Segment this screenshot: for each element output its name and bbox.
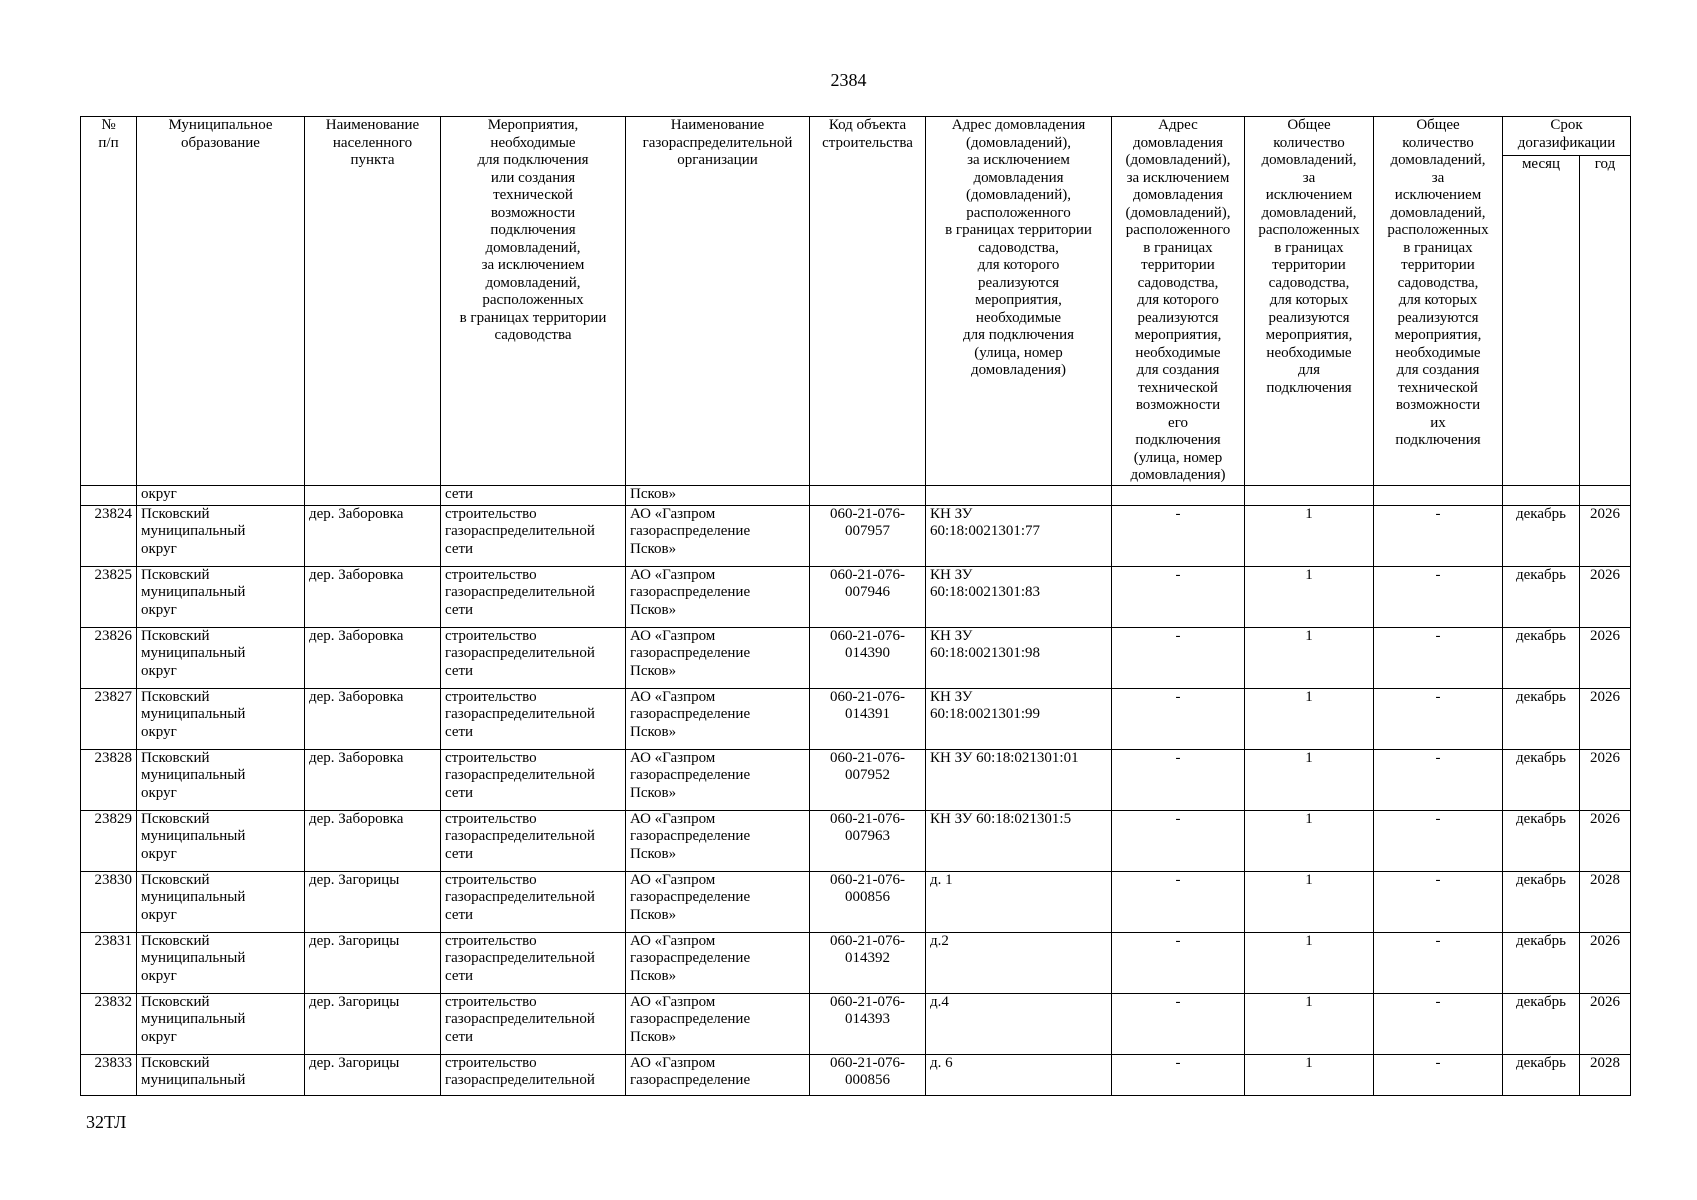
- row-year: 2026: [1580, 505, 1631, 566]
- row-address: КН ЗУ 60:18:0021301:99: [926, 688, 1112, 749]
- row-municipality: Псковский муниципальный округ: [137, 688, 305, 749]
- row-address: КН ЗУ 60:18:0021301:98: [926, 627, 1112, 688]
- row-year: 2028: [1580, 1054, 1631, 1095]
- row-gas-org: АО «Газпром газораспределение: [626, 1054, 810, 1095]
- row-object-code: 060-21-076- 014392: [810, 932, 926, 993]
- row-measures: строительство газораспределительной сети: [441, 627, 626, 688]
- row-municipality: Псковский муниципальный: [137, 1054, 305, 1095]
- row-year: 2026: [1580, 932, 1631, 993]
- row-gas-org: АО «Газпром газораспределение Псков»: [626, 871, 810, 932]
- row-num: 23830: [81, 871, 137, 932]
- row-measures: строительство газораспределительной сети: [441, 749, 626, 810]
- row-settlement: дер. Заборовка: [305, 566, 441, 627]
- cont-settlement: [305, 485, 441, 505]
- row-year: 2026: [1580, 566, 1631, 627]
- row-object-code: 060-21-076- 007963: [810, 810, 926, 871]
- row-month: декабрь: [1503, 749, 1580, 810]
- row-count-tech: -: [1374, 566, 1503, 627]
- row-count-tech: -: [1374, 871, 1503, 932]
- row-month: декабрь: [1503, 1054, 1580, 1095]
- row-measures: строительство газораспределительной сети: [441, 932, 626, 993]
- row-settlement: дер. Заборовка: [305, 505, 441, 566]
- row-settlement: дер. Заборовка: [305, 749, 441, 810]
- row-month: декабрь: [1503, 810, 1580, 871]
- table-row: [81, 932, 1631, 993]
- row-address: КН ЗУ 60:18:0021301:77: [926, 505, 1112, 566]
- header-deadline: Срок догазификации: [1503, 117, 1631, 156]
- row-address: д.2: [926, 932, 1112, 993]
- cont-num: [81, 485, 137, 505]
- row-address: д. 6: [926, 1054, 1112, 1095]
- row-municipality: Псковский муниципальный округ: [137, 871, 305, 932]
- continuation-row: [81, 485, 1631, 505]
- cont-measures: сети: [441, 485, 626, 505]
- row-year: 2026: [1580, 627, 1631, 688]
- row-gas-org: АО «Газпром газораспределение Псков»: [626, 505, 810, 566]
- header-row: [81, 117, 1631, 156]
- row-measures: строительство газораспределительной сети: [441, 871, 626, 932]
- cont-code: [810, 485, 926, 505]
- row-count-tech: -: [1374, 1054, 1503, 1095]
- row-count-connect: 1: [1245, 749, 1374, 810]
- row-num: 23832: [81, 993, 137, 1054]
- row-gas-org: АО «Газпром газораспределение Псков»: [626, 993, 810, 1054]
- row-gas-org: АО «Газпром газораспределение Псков»: [626, 566, 810, 627]
- row-count-tech: -: [1374, 993, 1503, 1054]
- row-municipality: Псковский муниципальный округ: [137, 932, 305, 993]
- table-row: [81, 810, 1631, 871]
- row-municipality: Псковский муниципальный округ: [137, 810, 305, 871]
- row-settlement: дер. Загорицы: [305, 993, 441, 1054]
- row-month: декабрь: [1503, 932, 1580, 993]
- row-month: декабрь: [1503, 566, 1580, 627]
- row-settlement: дер. Загорицы: [305, 932, 441, 993]
- table-row: [81, 566, 1631, 627]
- row-municipality: Псковский муниципальный округ: [137, 749, 305, 810]
- row-count-connect: 1: [1245, 505, 1374, 566]
- row-count-connect: 1: [1245, 627, 1374, 688]
- row-settlement: дер. Заборовка: [305, 627, 441, 688]
- header-year: год: [1580, 156, 1631, 485]
- row-settlement: дер. Загорицы: [305, 871, 441, 932]
- row-object-code: 060-21-076- 014391: [810, 688, 926, 749]
- row-num: 23831: [81, 932, 137, 993]
- row-address-inside: -: [1112, 505, 1245, 566]
- header-address-outside: Адрес домовладения (домовладений), за исключением домовладения (домовладений), расположенного в границах территории садоводства, для которого реализуются мероприятия, необходимые для подключения (улица, номер домовладения): [926, 117, 1112, 486]
- row-num: 23828: [81, 749, 137, 810]
- row-count-connect: 1: [1245, 810, 1374, 871]
- row-gas-org: АО «Газпром газораспределение Псков»: [626, 749, 810, 810]
- row-year: 2028: [1580, 871, 1631, 932]
- header-month: месяц: [1503, 156, 1580, 485]
- row-year: 2026: [1580, 993, 1631, 1054]
- row-settlement: дер. Заборовка: [305, 810, 441, 871]
- row-num: 23829: [81, 810, 137, 871]
- row-measures: строительство газораспределительной сети: [441, 688, 626, 749]
- table-row: [81, 871, 1631, 932]
- row-count-connect: 1: [1245, 688, 1374, 749]
- header-settlement: Наименование населенного пункта: [305, 117, 441, 486]
- cont-month: [1503, 485, 1580, 505]
- row-year: 2026: [1580, 749, 1631, 810]
- table-row: [81, 749, 1631, 810]
- row-count-tech: -: [1374, 810, 1503, 871]
- header-measures: Мероприятия, необходимые для подключения или создания технической возможности подключения домовладений, за исключением домовладений, расположенных в границах территории садоводства: [441, 117, 626, 486]
- row-address: КН ЗУ 60:18:021301:01: [926, 749, 1112, 810]
- row-count-tech: -: [1374, 749, 1503, 810]
- header-count-connect: Общее количество домовладений, за исключением домовладений, расположенных в границах территории садоводства, для которых реализуются мероприятия, необходимые для подключения: [1245, 117, 1374, 486]
- header-object-code: Код объекта строительства: [810, 117, 926, 486]
- row-count-connect: 1: [1245, 871, 1374, 932]
- row-gas-org: АО «Газпром газораспределение Псков»: [626, 932, 810, 993]
- row-count-tech: -: [1374, 627, 1503, 688]
- row-address: КН ЗУ 60:18:021301:5: [926, 810, 1112, 871]
- row-count-tech: -: [1374, 505, 1503, 566]
- row-address: КН ЗУ 60:18:0021301:83: [926, 566, 1112, 627]
- row-address-inside: -: [1112, 688, 1245, 749]
- row-object-code: 060-21-076- 014390: [810, 627, 926, 688]
- cont-gas-org: Псков»: [626, 485, 810, 505]
- row-municipality: Псковский муниципальный округ: [137, 627, 305, 688]
- row-month: декабрь: [1503, 505, 1580, 566]
- row-address-inside: -: [1112, 1054, 1245, 1095]
- row-address-inside: -: [1112, 627, 1245, 688]
- row-address-inside: -: [1112, 810, 1245, 871]
- header-num: № п/п: [81, 117, 137, 486]
- row-municipality: Псковский муниципальный округ: [137, 566, 305, 627]
- gasification-table: [80, 116, 1631, 1096]
- row-count-connect: 1: [1245, 932, 1374, 993]
- header-gas-org: Наименование газораспределительной организации: [626, 117, 810, 486]
- row-address: д. 1: [926, 871, 1112, 932]
- row-gas-org: АО «Газпром газораспределение Псков»: [626, 810, 810, 871]
- cont-count1: [1245, 485, 1374, 505]
- row-measures: строительство газораспределительной сети: [441, 505, 626, 566]
- row-count-connect: 1: [1245, 993, 1374, 1054]
- cont-address: [926, 485, 1112, 505]
- row-object-code: 060-21-076- 014393: [810, 993, 926, 1054]
- footer-code: 32ТЛ: [86, 1112, 127, 1132]
- row-count-tech: -: [1374, 932, 1503, 993]
- row-num: 23825: [81, 566, 137, 627]
- row-address-inside: -: [1112, 993, 1245, 1054]
- row-month: декабрь: [1503, 627, 1580, 688]
- table-row: [81, 688, 1631, 749]
- row-count-connect: 1: [1245, 1054, 1374, 1095]
- row-measures: строительство газораспределительной сети: [441, 993, 626, 1054]
- row-settlement: дер. Загорицы: [305, 1054, 441, 1095]
- table-row: [81, 1054, 1631, 1095]
- row-object-code: 060-21-076- 000856: [810, 871, 926, 932]
- row-num: 23833: [81, 1054, 137, 1095]
- row-municipality: Псковский муниципальный округ: [137, 505, 305, 566]
- table-row: [81, 505, 1631, 566]
- row-num: 23826: [81, 627, 137, 688]
- cont-year: [1580, 485, 1631, 505]
- cont-address2: [1112, 485, 1245, 505]
- row-address-inside: -: [1112, 932, 1245, 993]
- row-year: 2026: [1580, 688, 1631, 749]
- row-address-inside: -: [1112, 749, 1245, 810]
- cont-count2: [1374, 485, 1503, 505]
- page-number: 2384: [830, 70, 867, 90]
- row-num: 23824: [81, 505, 137, 566]
- row-address-inside: -: [1112, 871, 1245, 932]
- row-count-connect: 1: [1245, 566, 1374, 627]
- row-count-tech: -: [1374, 688, 1503, 749]
- table-row: [81, 627, 1631, 688]
- header-address-inside: Адрес домовладения (домовладений), за исключением домовладения (домовладений), расположенного в границах территории садоводства, для которого реализуются мероприятия, необходимые для создания технической возможности его подключения (улица, номер домовладения): [1112, 117, 1245, 486]
- row-num: 23827: [81, 688, 137, 749]
- row-measures: строительство газораспределительной сети: [441, 566, 626, 627]
- row-object-code: 060-21-076- 007957: [810, 505, 926, 566]
- row-gas-org: АО «Газпром газораспределение Псков»: [626, 688, 810, 749]
- row-object-code: 060-21-076- 007952: [810, 749, 926, 810]
- row-year: 2026: [1580, 810, 1631, 871]
- row-month: декабрь: [1503, 871, 1580, 932]
- row-gas-org: АО «Газпром газораспределение Псков»: [626, 627, 810, 688]
- row-settlement: дер. Заборовка: [305, 688, 441, 749]
- row-address-inside: -: [1112, 566, 1245, 627]
- row-address: д.4: [926, 993, 1112, 1054]
- header-count-tech: Общее количество домовладений, за исключением домовладений, расположенных в границах территории садоводства, для которых реализуются мероприятия, необходимые для создания технической возможности их подключения: [1374, 117, 1503, 486]
- row-object-code: 060-21-076- 000856: [810, 1054, 926, 1095]
- cont-municipality: округ: [137, 485, 305, 505]
- row-object-code: 060-21-076- 007946: [810, 566, 926, 627]
- row-municipality: Псковский муниципальный округ: [137, 993, 305, 1054]
- row-month: декабрь: [1503, 993, 1580, 1054]
- header-municipality: Муниципальное образование: [137, 117, 305, 486]
- row-measures: строительство газораспределительной: [441, 1054, 626, 1095]
- row-month: декабрь: [1503, 688, 1580, 749]
- row-measures: строительство газораспределительной сети: [441, 810, 626, 871]
- table-row: [81, 993, 1631, 1054]
